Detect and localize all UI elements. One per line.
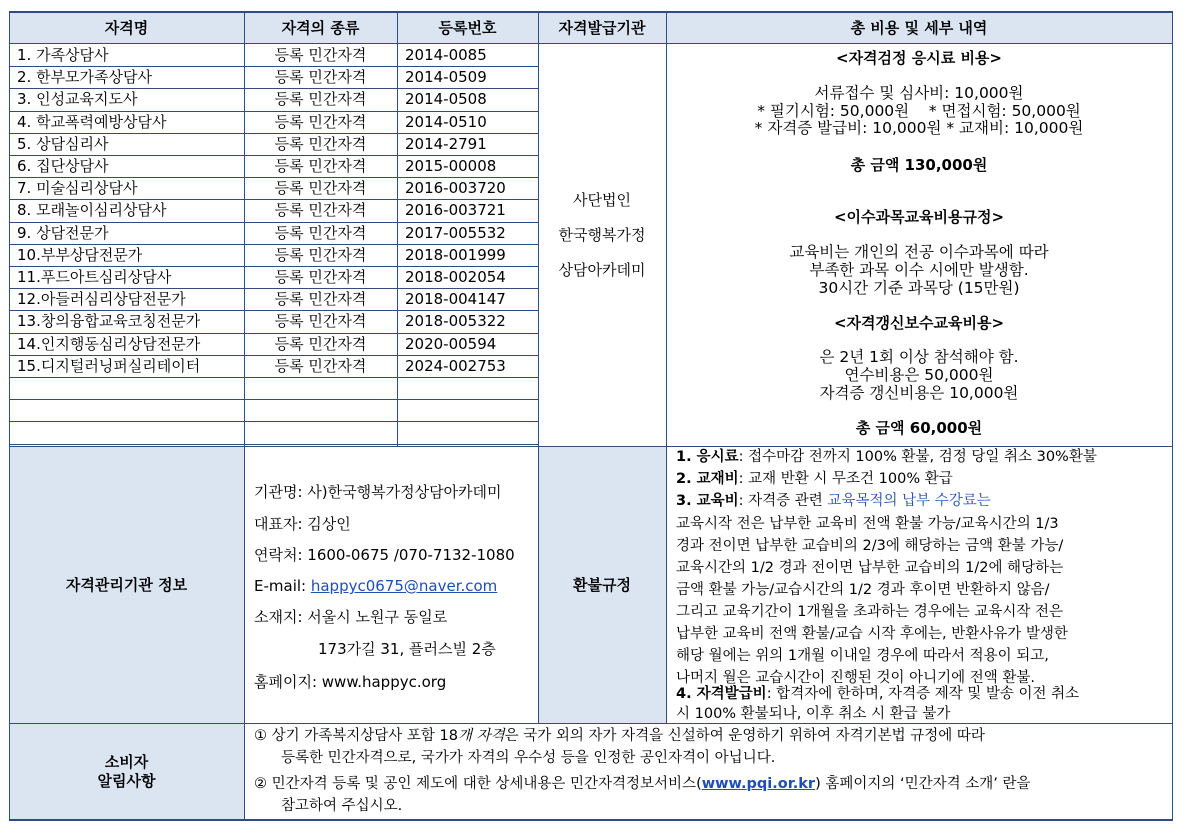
refund-item-1	[676, 448, 1097, 467]
row-line	[9, 377, 538, 378]
qualification-type: 등록 민간자격	[274, 46, 367, 64]
course-fee-title: <이수과목교육비용규정>	[833, 208, 1005, 226]
notice-item-1-italic: 개 자격	[457, 728, 505, 744]
refund-item-3-line6: 납부한 교육비 전액 환불/교습 시작 후에는, 반환사유가 발생한	[676, 626, 1068, 642]
refund-item-3-body: : 자격증 관련	[738, 493, 828, 509]
notice-item-2	[254, 775, 1031, 794]
issuer-line1: 사단법인	[573, 191, 631, 209]
refund-item-4-body: : 합격자에 한하며, 자격증 제작 및 발송 이전 취소	[766, 686, 1080, 702]
qualification-type: 등록 민간자격	[274, 245, 367, 264]
qualification-name: 8. 모래놀이심리상담사	[17, 201, 167, 220]
qualification-reg-number: 2018-004147	[405, 290, 506, 309]
org-info-label: 자격관리기관 정보	[65, 576, 188, 594]
qualification-reg-number: 2017-005532	[405, 223, 506, 242]
renew-fee-line2: 연수비용은 50,000원	[844, 366, 994, 384]
qualification-reg-number: 2015-00008	[405, 157, 497, 175]
qualification-name: 13.창의융합교육코칭전문가	[17, 312, 201, 331]
renew-fee-line3: 자격증 갱신비용은 10,000원	[819, 384, 1019, 402]
row-line	[9, 266, 538, 267]
qualification-reg-number: 2014-0509	[405, 68, 487, 87]
qualification-reg-number: 2016-003720	[405, 179, 506, 198]
refund-item-3-line1: 교육시작 전은 납부한 교육비 전액 환불 가능/교육시간의 1/3	[676, 516, 1059, 532]
course-fee-line2: 부족한 과목 이수 시에만 발생함.	[809, 261, 1029, 279]
header-name: 자격명	[104, 19, 149, 37]
qualification-name: 11.푸드아트심리상담사	[17, 268, 172, 286]
border-right	[1172, 11, 1173, 821]
qualification-type: 등록 민간자격	[274, 134, 367, 153]
row-line	[9, 444, 538, 445]
org-address-line1: 소재지: 서울시 노원구 동일로	[254, 608, 448, 626]
qualification-type: 등록 민간자격	[274, 334, 367, 353]
col-line	[666, 446, 667, 724]
org-homepage: 홈페이지: www.happyc.org	[254, 673, 447, 691]
row-line	[9, 399, 538, 400]
qualification-type: 등록 민간자격	[274, 157, 367, 175]
refund-item-4-head: 4. 자격발급비	[676, 686, 767, 702]
qualification-reg-number: 2020-00594	[405, 334, 497, 353]
qualification-name: 6. 집단상담사	[17, 157, 109, 175]
refund-item-1-body: : 접수마감 전까지 100% 환불, 검정 당일 취소 30%환불	[738, 449, 1097, 465]
refund-item-2	[676, 470, 953, 489]
notice-item-1	[254, 727, 985, 746]
row-line	[9, 355, 538, 356]
row-line	[9, 333, 538, 334]
col-line	[397, 11, 398, 447]
refund-item-3-head: 3. 교육비	[676, 493, 739, 509]
notice-label-line1: 소비자	[104, 753, 149, 771]
row-line	[9, 88, 538, 89]
row-line	[9, 155, 538, 156]
border-top	[9, 11, 1172, 13]
header-reg: 등록번호	[438, 19, 497, 37]
qualification-name: 4. 학교폭력예방상담사	[17, 112, 167, 131]
qualification-type: 등록 민간자격	[274, 201, 367, 220]
qualification-reg-number: 2014-0085	[405, 46, 487, 64]
col-line	[244, 11, 245, 447]
qualification-name: 14.인지행동심리상담전문가	[17, 334, 201, 353]
qualification-name: 10.부부상담전문가	[17, 245, 143, 264]
refund-item-3	[676, 492, 991, 511]
notice-item-2-a: ② 민간자격 등록 및 공인 제도에 대한 상세내용은 민간자격정보서비스(	[254, 776, 702, 792]
org-email-row	[254, 577, 497, 596]
refund-label: 환불규정	[573, 576, 631, 594]
qualification-name: 15.디지털러닝퍼실리테이터	[17, 356, 201, 375]
qualification-type: 등록 민간자격	[274, 90, 367, 109]
qualification-type: 등록 민간자격	[274, 112, 367, 131]
col-line	[666, 11, 667, 447]
course-fee-line1: 교육비는 개인의 전공 이수과목에 따라	[789, 243, 1049, 261]
qualification-reg-number: 2018-002054	[405, 268, 506, 286]
row-line	[9, 66, 538, 67]
notice-item-1-b: 은 국가 외의 자가 자격을 신설하여 운영하기 위하여 자격기본법 규정에 따라	[504, 728, 985, 744]
notice-item-2-b: ) 홈페이지의 ‘민간자격 소개’ 란을	[815, 776, 1031, 792]
refund-item-4	[676, 685, 1079, 704]
notice-label-line2: 알림사항	[97, 772, 156, 790]
refund-item-3-line5: 그리고 교육기간이 1개월을 초과하는 경우에는 교육시작 전은	[676, 604, 1064, 620]
qualification-type: 등록 민간자격	[274, 290, 367, 309]
col-line	[538, 446, 539, 724]
exam-fee-line3: * 자격증 발급비: 10,000원 * 교재비: 10,000원	[754, 119, 1084, 137]
renew-fee-title: <자격갱신보수교육비용>	[833, 314, 1005, 332]
exam-fee-total: 총 금액 130,000원	[850, 156, 988, 174]
qualification-type: 등록 민간자격	[274, 356, 367, 375]
section-divider	[9, 446, 1172, 447]
refund-item-3-line8: 나머지 월은 교습시간이 진행된 것이 아니기에 전액 환불.	[676, 670, 1036, 686]
org-phone: 연락처: 1600-0675 /070-7132-1080	[254, 546, 515, 564]
col-line	[244, 446, 245, 820]
qualification-reg-number: 2016-003721	[405, 201, 506, 220]
org-address-line2: 173가길 31, 플러스빌 2층	[318, 640, 496, 658]
row-line	[9, 111, 538, 112]
row-line	[9, 199, 538, 200]
qualification-name: 12.아들러심리상담전문가	[17, 290, 186, 309]
course-fee-line3: 30시간 기준 과목당 (15만원)	[818, 279, 1020, 297]
qualification-type: 등록 민간자격	[274, 268, 367, 286]
row-line	[9, 244, 538, 245]
exam-fee-line1: 서류접수 및 심사비: 10,000원	[814, 84, 1024, 102]
org-ceo: 대표자: 김상인	[254, 515, 351, 533]
org-name: 기관명: 사)한국행복가정상담아카데미	[254, 483, 502, 501]
qualification-reg-number: 2014-0510	[405, 112, 487, 131]
issuer-line3: 상담아카데미	[558, 261, 646, 279]
header-bottom	[9, 43, 1172, 44]
qualification-name: 1. 가족상담사	[17, 46, 109, 64]
header-type: 자격의 종류	[281, 19, 360, 37]
issuer-line2: 한국행복가정	[558, 226, 646, 244]
exam-fee-line2: * 필기시험: 50,000원 * 면접시험: 50,000원	[757, 102, 1081, 120]
qualification-reg-number: 2018-001999	[405, 245, 506, 264]
qualification-reg-number: 2024-002753	[405, 356, 506, 375]
pqi-link[interactable]: www.pqi.or.kr	[701, 776, 816, 792]
qualification-name: 9. 상담전문가	[17, 223, 109, 242]
col-line	[538, 11, 539, 447]
renew-fee-total: 총 금액 60,000원	[855, 419, 983, 437]
header-cost: 총 비용 및 세부 내역	[850, 19, 988, 37]
header-issuer: 자격발급기관	[558, 19, 646, 37]
section-divider	[9, 723, 1172, 724]
row-line	[9, 177, 538, 178]
row-line	[9, 133, 538, 134]
refund-item-3-line2: 경과 전이면 납부한 교습비의 2/3에 해당하는 금액 환불 가능/	[676, 538, 1064, 554]
refund-item-3-line3: 교육시간의 1/2 경과 전이면 납부한 교습비의 1/2에 해당하는	[676, 560, 1064, 576]
org-email-link[interactable]: happyc0675@naver.com	[310, 577, 498, 595]
refund-item-2-head: 2. 교재비	[676, 471, 739, 487]
qualification-type: 등록 민간자격	[274, 312, 367, 331]
refund-item-3-highlight: 교육목적의 납부 수강료는	[827, 493, 991, 509]
notice-item-1-line2: 등록한 민간자격으로, 국가가 자격의 우수성 등을 인정한 공인자격이 아닙니다.	[281, 750, 776, 766]
refund-item-3-line4: 금액 환불 가능/교습시간의 1/2 경과 후이면 반환하지 않음/	[676, 582, 1050, 598]
qualification-reg-number: 2014-0508	[405, 90, 487, 109]
renew-fee-line1: 은 2년 1회 이상 참석해야 함.	[819, 348, 1019, 366]
qualification-name: 5. 상담심리사	[17, 134, 109, 153]
refund-item-2-body: : 교재 반환 시 무조건 100% 환급	[738, 471, 953, 487]
row-line	[9, 288, 538, 289]
qualification-name: 3. 인성교육지도사	[17, 90, 138, 109]
refund-item-1-head: 1. 응시료	[676, 449, 739, 465]
org-email-label: E-mail:	[254, 577, 311, 595]
refund-item-4-line2: 시 100% 환불되나, 이후 취소 시 환급 불가	[676, 706, 951, 722]
row-line	[9, 310, 538, 311]
qualification-type: 등록 민간자격	[274, 68, 367, 87]
qualification-name: 2. 한부모가족상담사	[17, 68, 153, 87]
qualification-type: 등록 민간자격	[274, 223, 367, 242]
qualification-type: 등록 민간자격	[274, 179, 367, 198]
qualification-name: 7. 미술심리상담사	[17, 179, 138, 198]
exam-fee-title: <자격검정 응시료 비용>	[836, 49, 1002, 67]
refund-item-3-line7: 해당 월에는 위의 1개월 이내일 경우에 따라서 적용이 되고,	[676, 648, 1049, 664]
qualification-reg-number: 2018-005322	[405, 312, 506, 331]
notice-item-2-line2: 참고하여 주십시오.	[281, 798, 403, 814]
row-line	[9, 421, 538, 422]
notice-item-1-a: ① 상기 가족복지상담사 포함 18	[254, 728, 458, 744]
border-bottom	[9, 819, 1172, 821]
qualification-reg-number: 2014-2791	[405, 134, 487, 153]
row-line	[9, 222, 538, 223]
